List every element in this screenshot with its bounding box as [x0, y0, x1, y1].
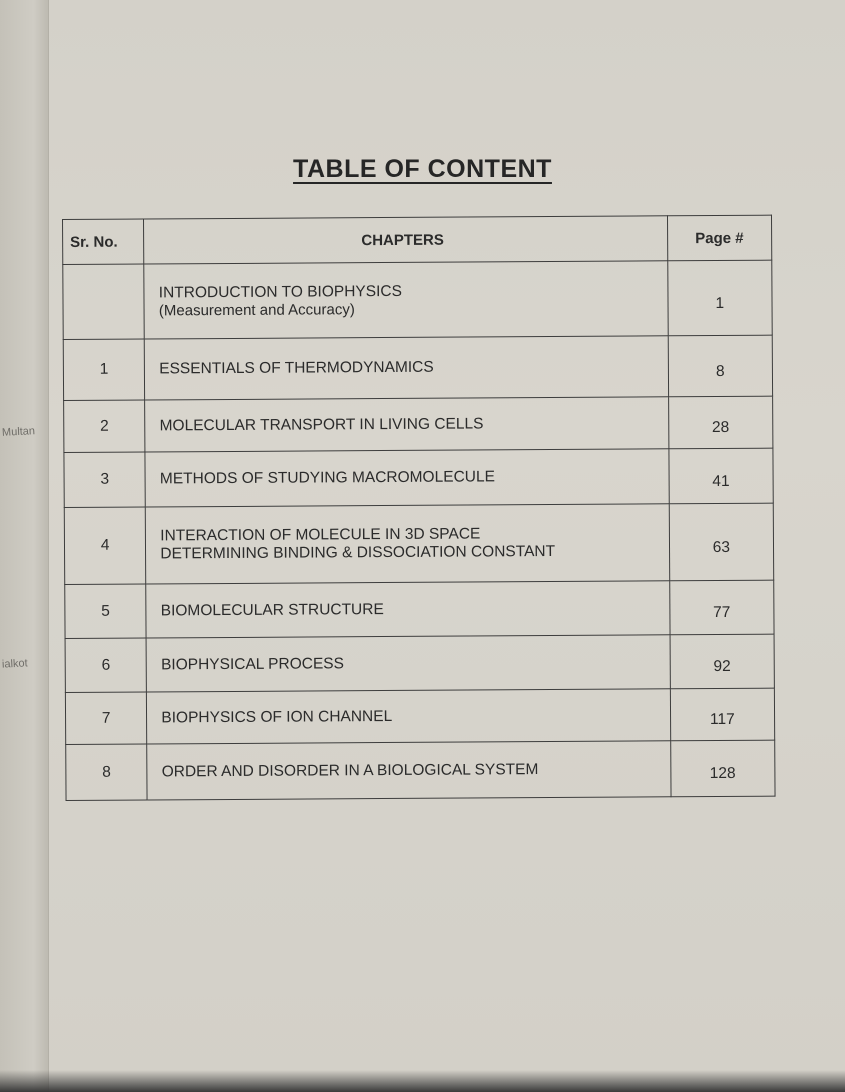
row-sr-no: 5	[65, 584, 147, 638]
table-row	[65, 688, 774, 744]
margin-fragment: Multan	[1, 425, 36, 439]
chapter-title: INTRODUCTION TO BIOPHYSICS	[158, 282, 402, 301]
row-page: 8	[668, 335, 773, 397]
row-sr-no: 4	[64, 507, 146, 584]
row-chapter: BIOPHYSICAL PROCESS	[146, 635, 670, 692]
page-title-text: TABLE OF CONTENT	[293, 155, 552, 183]
table-row	[64, 448, 773, 507]
table-row	[64, 396, 773, 452]
row-sr-no: 1	[63, 339, 145, 400]
table-of-contents	[62, 215, 776, 801]
row-sr-no	[63, 264, 145, 339]
row-chapter	[144, 261, 668, 339]
row-sr-no: 3	[64, 452, 146, 507]
chapter-subtitle: DETERMINING BINDING & DISSOCIATION CONSTANT	[160, 542, 556, 563]
row-page: 28	[668, 396, 773, 449]
row-chapter	[146, 504, 670, 584]
margin-fragment: ialkot	[1, 657, 28, 671]
row-page: 128	[670, 740, 775, 797]
row-page: 92	[670, 634, 775, 689]
table-header-row	[63, 215, 772, 264]
table-row	[65, 634, 774, 692]
row-sr-no: 6	[65, 638, 147, 692]
row-page: 117	[670, 688, 775, 741]
header-page: Page #	[667, 215, 772, 261]
row-chapter: METHODS OF STUDYING MACROMOLECULE	[145, 449, 669, 507]
row-chapter: BIOMOLECULAR STRUCTURE	[146, 581, 670, 638]
header-sr-no: Sr. No.	[63, 219, 145, 264]
row-sr-no: 7	[65, 692, 147, 744]
table-row	[63, 260, 772, 339]
row-chapter: ORDER AND DISORDER IN A BIOLOGICAL SYSTEM	[147, 741, 671, 800]
row-page: 77	[669, 580, 774, 635]
page-title	[0, 155, 845, 184]
table-row	[65, 580, 774, 638]
row-chapter: MOLECULAR TRANSPORT IN LIVING CELLS	[145, 397, 669, 452]
row-page: 41	[669, 448, 774, 504]
row-page: 1	[667, 260, 772, 336]
chapter-subtitle: (Measurement and Accuracy)	[158, 300, 355, 319]
table-row	[64, 503, 773, 584]
table-row	[63, 335, 772, 400]
chapter-title: INTERACTION OF MOLECULE IN 3D SPACE	[160, 525, 481, 545]
row-sr-no: 2	[64, 400, 146, 452]
table-row	[66, 740, 775, 800]
header-chapters: CHAPTERS	[144, 216, 668, 264]
page-bottom-shadow	[0, 1070, 845, 1092]
row-sr-no: 8	[66, 744, 148, 800]
row-page: 63	[669, 503, 774, 581]
row-chapter: BIOPHYSICS OF ION CHANNEL	[147, 689, 671, 744]
row-chapter: ESSENTIALS OF THERMODYNAMICS	[145, 336, 669, 400]
